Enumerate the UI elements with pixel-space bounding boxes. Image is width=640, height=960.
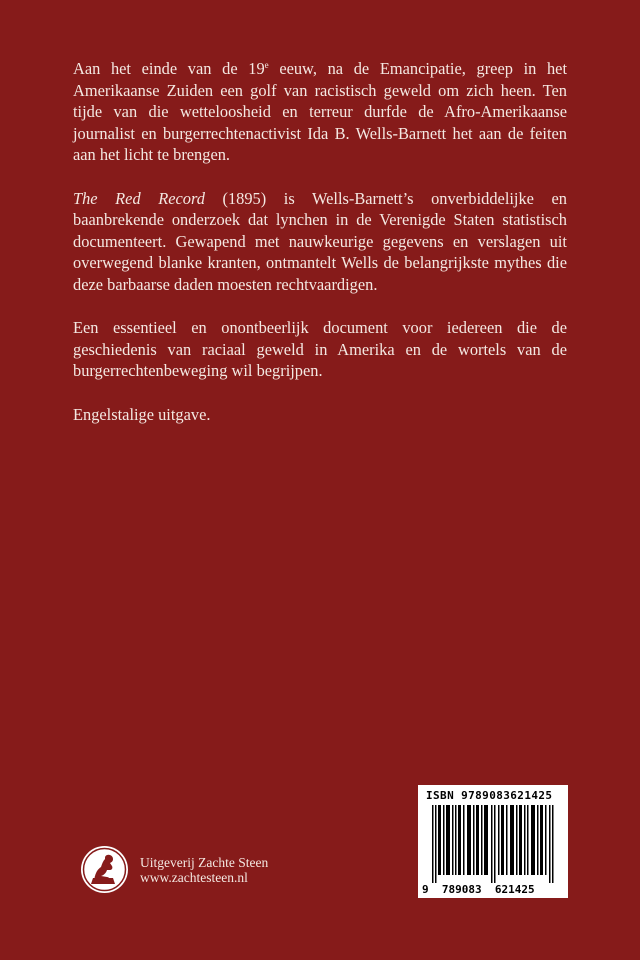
publisher-block	[81, 846, 268, 893]
back-cover-blurb	[73, 58, 567, 447]
publisher-text	[140, 855, 268, 885]
publisher-name: Uitgeverij Zachte Steen	[140, 854, 269, 870]
paragraph-text: (1895) is Wells-Barnett’s onverbiddelijke en baanbrekende onderzoek dat lynchen in de Verenigde Staten statistisch documenteert. Gewapend met nauwkeurige gegevens en verslagen uit overwegend blanke kranten, ontmantelt Wells de belangrijkste mythes die deze barbaarse daden moesten rechtvaardigen.	[73, 188, 567, 294]
blurb-paragraph-3: Een essentieel en onontbeerlijk document voor iedereen die de geschiedenis van raciaal geweld in Amerika en de wortels van de burgerrechtenbeweging wil begrijpen.	[73, 318, 567, 381]
isbn-barcode	[418, 785, 568, 898]
barcode-bars-icon	[432, 805, 556, 883]
blurb-paragraph-1	[73, 58, 567, 166]
blurb-paragraph-2	[73, 188, 567, 296]
thinker-statue-icon	[81, 846, 128, 893]
barcode-digits: 9 789083 621425	[422, 883, 535, 896]
isbn-label: ISBN 9789083621425	[426, 789, 553, 802]
paragraph-text: eeuw, na de Emancipatie, greep in het Amerikaanse Zuiden een golf van racistisch geweld om zich heen. Ten tijde van die wetteloosheid en terreur durfde de Afro-Amerikaanse journalist en burgerrechtenactivist Ida B. Wells-Barnett het aan de feiten aan het licht te brengen.	[73, 59, 568, 165]
book-title-italic: The Red Record	[73, 188, 205, 208]
publisher-logo	[81, 846, 128, 893]
superscript: e	[264, 60, 269, 70]
publisher-website[interactable]: www.zachtesteen.nl	[140, 869, 248, 885]
paragraph-text: Aan het einde van de 19	[73, 59, 265, 78]
blurb-paragraph-4: Engelstalige uitgave.	[73, 404, 211, 424]
